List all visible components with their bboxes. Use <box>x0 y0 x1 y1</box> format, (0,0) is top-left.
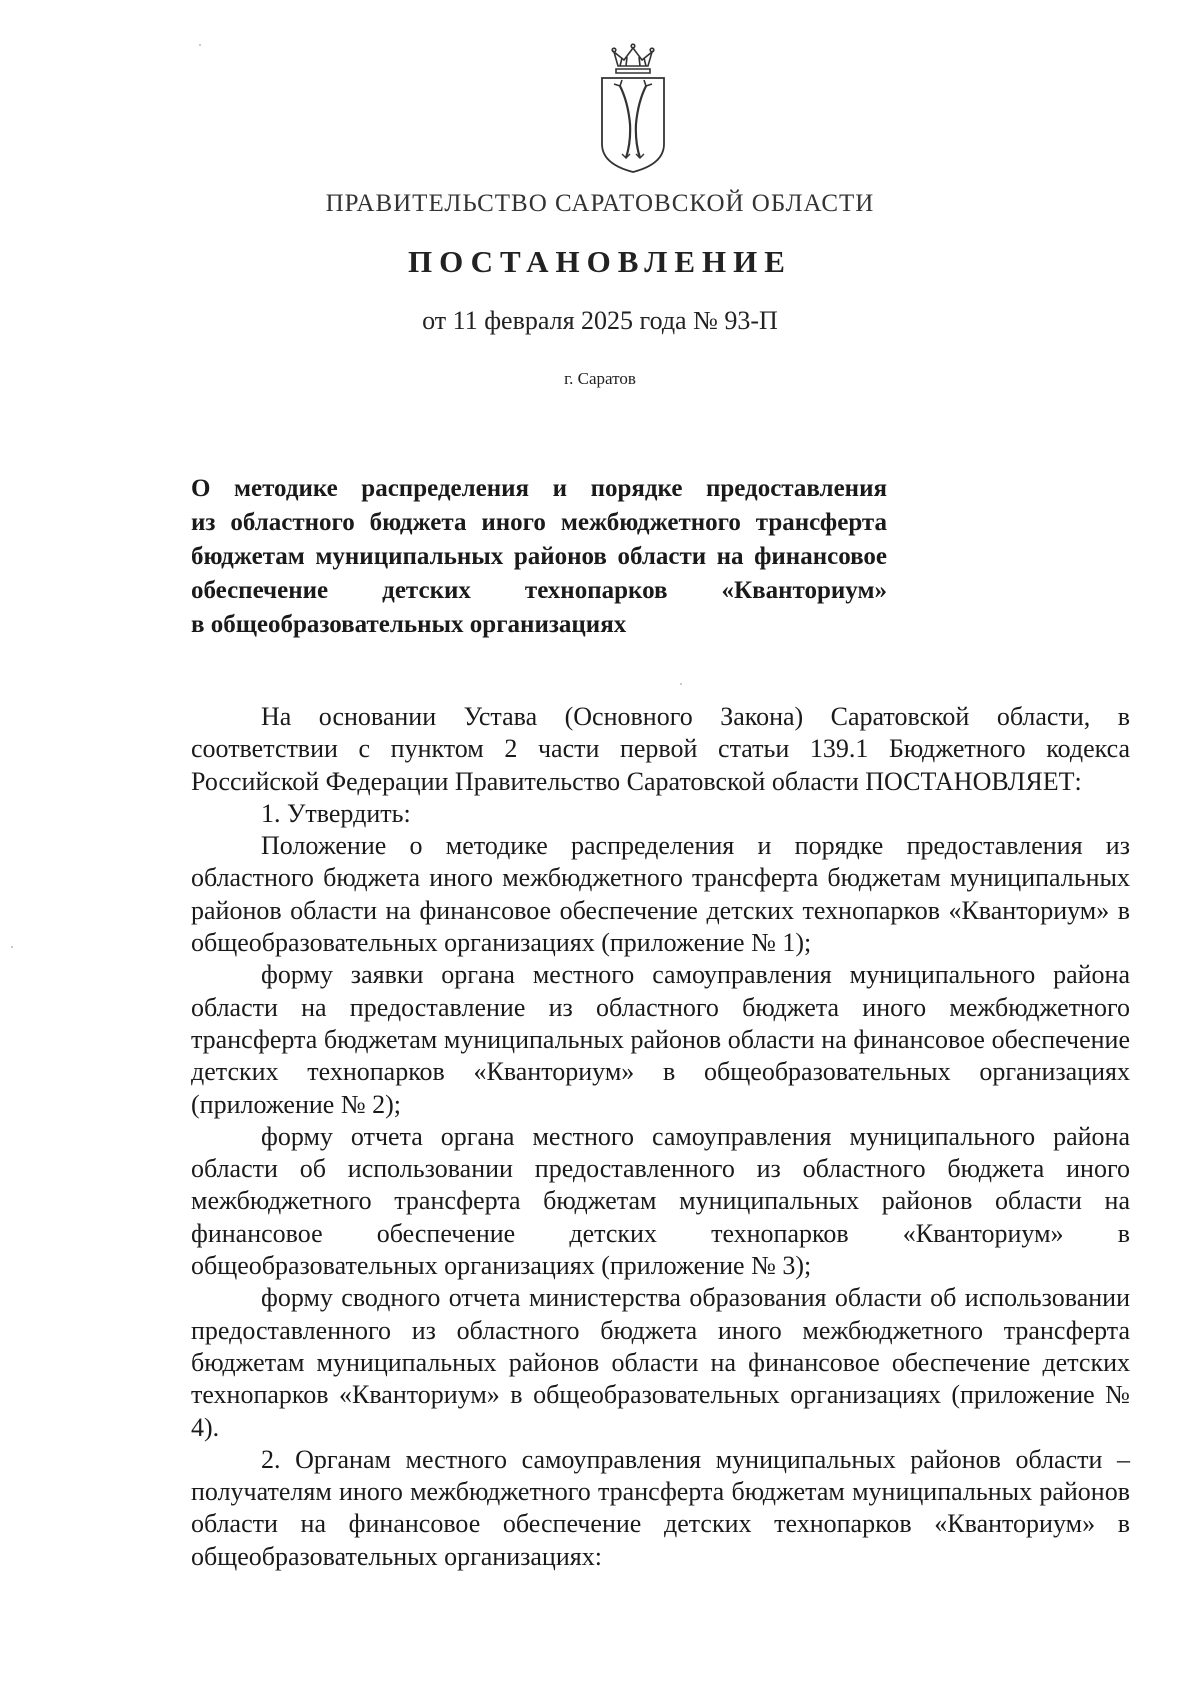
heading-line: в общеобразовательных организациях <box>191 611 627 638</box>
document-type: ПОСТАНОВЛЕНИЕ <box>408 244 792 279</box>
heading-line: бюджетам муниципальных районов области на финансовое <box>191 543 887 570</box>
body-paragraph: Положение о методике распределения и порядке предоставления из областного бюджета иного межбюджетного трансферта бюджетам муниципальных районов области на финансовое обеспечение детских технопарков «Кванториум» в общеобразовательных организациях (приложение № 1); <box>191 831 1130 958</box>
saratov-coat-of-arms-icon <box>596 42 670 174</box>
heading-line: обеспечение детских технопарков «Кванториум» <box>191 577 887 604</box>
scan-speck <box>680 683 682 685</box>
body-paragraph: 2. Органам местного самоуправления муниципальных районов области – получателям иного межбюджетного трансферта бюджетам муниципальных районов области на финансовое обеспечение детских технопарков «Кванториум» в общеобразовательных организациях: <box>191 1444 1130 1571</box>
body-paragraph: форму заявки органа местного самоуправления муниципального района области на предоставление из областного бюджета иного межбюджетного трансферта бюджетам муниципальных районов области на финансовое обеспечение детских технопарков «Кванториум» в общеобразовательных организациях (приложение № 2); <box>191 960 1130 1119</box>
body-paragraph: 1. Утвердить: <box>261 798 411 828</box>
document-heading <box>191 472 887 642</box>
scan-speck <box>11 946 13 948</box>
government-name: ПРАВИТЕЛЬСТВО САРАТОВСКОЙ ОБЛАСТИ <box>325 190 875 217</box>
document-date-number: от 11 февраля 2025 года № 93-П <box>422 306 778 335</box>
heading-line: О методике распределения и порядке предоставления <box>191 475 887 502</box>
body-paragraph: форму отчета органа местного самоуправления муниципального района области об использовании предоставленного из областного бюджета иного межбюджетного трансферта бюджетам муниципальных районов области на финансовое обеспечение детских технопарков «Кванториум» в общеобразовательных организациях (приложение № 3); <box>191 1121 1130 1281</box>
body-paragraph: На основании Устава (Основного Закона) Саратовской области, в соответствии с пунктом 2 части первой статьи 139.1 Бюджетного кодекса Российской Федерации Правительство Саратовской области ПОСТАНОВЛЯЕТ: <box>191 702 1130 796</box>
scan-speck <box>199 44 201 46</box>
body-paragraph: форму сводного отчета министерства образования области об использовании предоставленного из областного бюджета иного межбюджетного трансферта бюджетам муниципальных районов области на финансовое обеспечение детских технопарков «Кванториум» в общеобразовательных организациях (приложение № 4). <box>191 1283 1130 1442</box>
heading-line: из областного бюджета иного межбюджетного трансферта <box>191 509 887 536</box>
document-body <box>191 701 1130 1573</box>
document-city: г. Саратов <box>564 369 636 388</box>
